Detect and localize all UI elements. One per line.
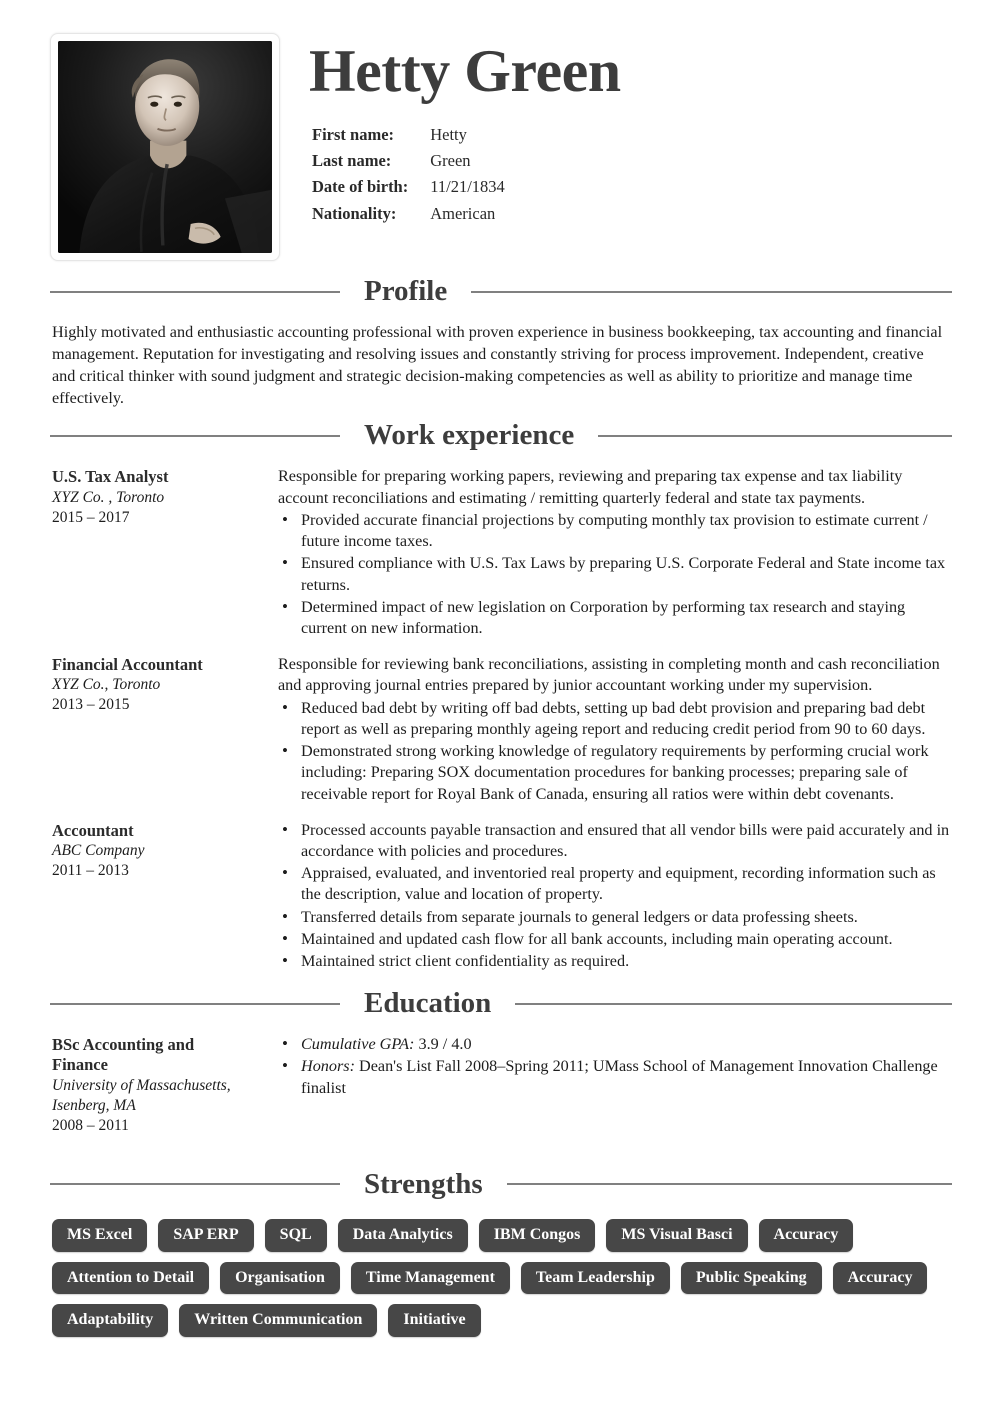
profile-summary-text: Highly motivated and enthusiastic accounting professional with proven experience in business bookkeeping, tax accounting and financial management. Reputation for investigating and resolving issues and constantly striving for process improvement. Independent, creative and critical thinker with sound judgment and strategic decision-making competencies as well as ability to prioritize and manage time effectively. [52,323,943,407]
section-title-work-experience: Work experience [364,419,575,452]
avatar-frame [50,33,280,261]
strengths-tag-list [50,1215,952,1337]
strength-tag: Organisation [220,1262,340,1295]
strength-tag: SAP ERP [158,1219,253,1252]
strength-tag: Time Management [351,1262,510,1295]
table-row [312,201,505,227]
strength-tag: MS Excel [52,1219,147,1252]
work-entry-dates: 2011 – 2013 [52,861,129,879]
page-title: Hetty Green [309,38,621,104]
education-bullet-text: Dean's List Fall 2008–Spring 2011; UMass School of Management Innovation Challenge finalist [301,1057,938,1097]
strength-tag: Team Leadership [521,1262,670,1295]
section-header-work-experience [50,419,952,452]
section-title-profile: Profile [364,275,448,307]
section-title-strengths: Strengths [364,1167,483,1200]
work-entry-org: ABC Company [52,841,145,859]
work-entry-role: U.S. Tax Analyst [52,467,169,487]
work-entry-role: Accountant [52,820,134,840]
strength-tag: MS Visual Basci [606,1219,747,1252]
divider-right [471,291,952,293]
list-item [278,1034,950,1055]
list-item: • Reduced bad debt by writing off bad debts, setting up bad debt provision and preparing bad debt report as well as preparing monthly ageing report and reducing credit period from 90 to 60 days. [278,698,950,740]
education-bullet-list [278,1034,950,1099]
info-label-first-name: First name: [312,124,395,144]
strength-tag: IBM Congos [479,1219,596,1252]
work-entry [50,654,952,806]
strength-tag: SQL [265,1219,327,1252]
list-item: • Maintained and updated cash flow for all bank accounts, including main operating account. [278,929,950,950]
education-degree-line-1: BSc Accounting and [52,1035,195,1055]
work-entry-dates: 2015 – 2017 [52,508,130,526]
info-value-date-of-birth: 11/21/1834 [430,177,505,197]
work-entry-details [278,654,952,806]
education-bullet-label: Cumulative GPA: [301,1035,415,1054]
divider-right [515,1003,952,1005]
divider-right [507,1183,952,1185]
spacer [50,1150,952,1158]
info-label-date-of-birth: Date of birth: [312,177,409,197]
work-entry-details [278,820,952,974]
list-item: • Transferred details from separate journals to general ledgers or data professing sheets. [278,907,950,928]
education-bullet-label: Honors: [301,1057,355,1076]
work-entry-meta [50,820,278,881]
work-entry-meta [50,466,278,527]
list-item: • Processed accounts payable transaction and ensured that all vendor bills were paid accurately and in accordance with policies and procedures. [278,820,950,862]
education-bullet-text: 3.9 / 4.0 [414,1035,472,1054]
education-entry-meta [50,1034,278,1136]
work-entry-bullet-list [278,820,950,973]
avatar [58,41,272,253]
list-item: • Maintained strict client confidentiality as required. [278,951,950,972]
work-entry-bullet-list [278,698,950,805]
divider-right [598,435,952,437]
info-value-nationality: American [430,203,496,223]
info-value-first-name: Hetty [430,124,467,144]
education-entry-dates: 2008 – 2011 [52,1116,129,1134]
list-item [278,1056,950,1098]
work-entry [50,820,952,974]
strength-tag: Initiative [388,1304,480,1337]
work-entry-summary: Responsible for reviewing bank reconciliations, assisting in completing month and cash reconciliation and approving journal entries prepared by junior accountant working under my supervision. [278,655,940,695]
work-entry-summary: Responsible for preparing working papers, reviewing and preparing tax expense and tax liability account reconciliations and estimating / remitting quarterly federal and state tax payments. [278,467,903,507]
strength-tag: Adaptability [52,1304,168,1337]
info-label-last-name: Last name: [312,151,392,171]
list-item: • Demonstrated strong working knowledge of regulatory requirements by performing crucial work including: Preparing SOX documentation procedures for banking processes; preparing sale of receivable report for Royal Bank of Canada, ensuring all ratios were within debt covenants. [278,741,950,805]
work-entry-meta [50,654,278,715]
info-label-nationality: Nationality: [312,203,397,223]
work-entry-org: XYZ Co. , Toronto [52,488,165,506]
education-degree-line-2: Finance [52,1055,108,1075]
strength-tag: Accuracy [833,1262,928,1295]
divider-left [50,291,340,293]
work-entry [50,466,952,640]
divider-left [50,1003,340,1005]
section-header-profile [50,275,952,308]
table-row [312,122,505,148]
work-entry-role: Financial Accountant [52,655,203,675]
divider-left [50,1183,340,1185]
work-entry-org: XYZ Co., Toronto [52,676,161,694]
list-item: • Ensured compliance with U.S. Tax Laws by preparing U.S. Corporate Federal and State income tax returns. [278,553,950,595]
education-entry-details [278,1034,952,1100]
section-title-education: Education [364,987,492,1020]
strength-tag: Data Analytics [338,1219,468,1252]
portrait-photo-icon [58,41,272,253]
info-value-last-name: Green [430,151,471,171]
list-item: • Determined impact of new legislation on Corporation by performing tax research and staying current on new information. [278,597,950,639]
work-entry-details [278,466,952,640]
strength-tag: Accuracy [759,1219,854,1252]
table-row [312,174,505,200]
work-entry-bullet-list [278,510,950,639]
divider-left [50,435,340,437]
education-entry [50,1034,952,1136]
section-header-education [50,987,952,1020]
list-item: • Appraised, evaluated, and inventoried real property and equipment, recording information such as the description, value and location of property. [278,863,950,905]
strength-tag: Attention to Detail [52,1262,209,1295]
identity-block [306,33,952,227]
strength-tag: Public Speaking [681,1262,822,1295]
resume-header [50,33,952,265]
table-row [312,148,505,174]
section-header-strengths [50,1168,952,1201]
strength-tag: Written Communication [179,1304,377,1337]
work-entry-dates: 2013 – 2015 [52,696,130,714]
education-school-line-1: University of Massachusetts, [52,1076,231,1094]
list-item: • Provided accurate financial projections by computing monthly tax provision to estimate current / future income taxes. [278,510,950,552]
personal-info-table [312,122,505,227]
education-school-line-2: Isenberg, MA [52,1096,136,1114]
